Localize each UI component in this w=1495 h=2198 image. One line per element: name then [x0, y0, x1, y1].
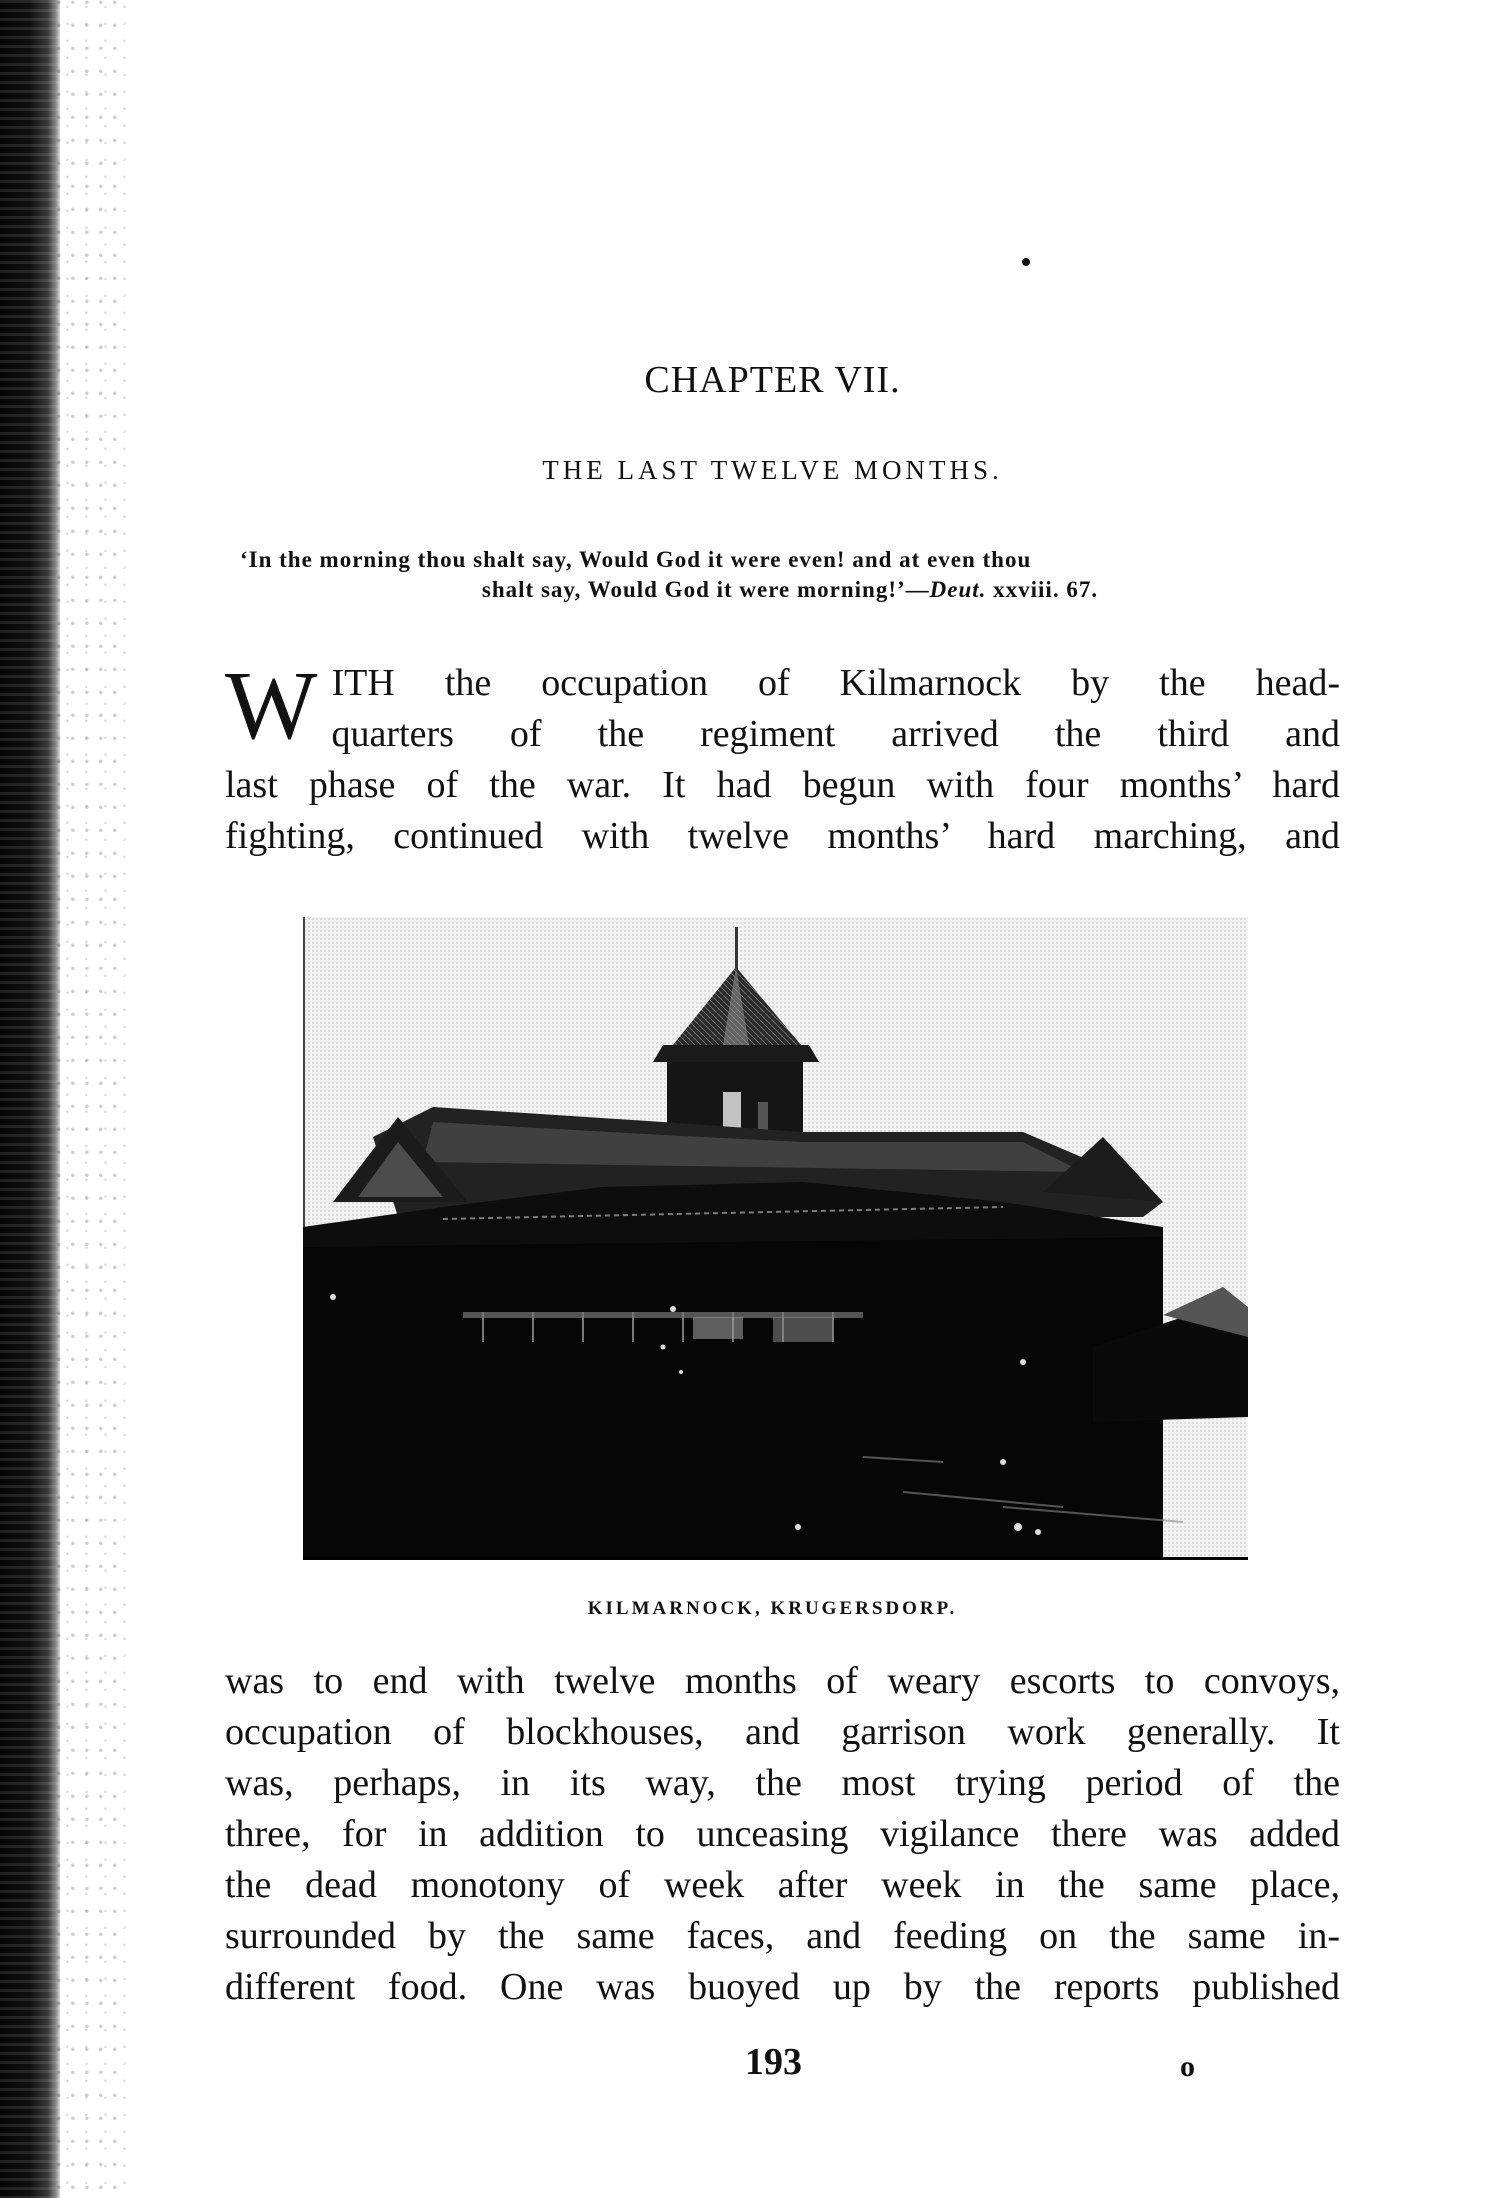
paragraph-2-line: three, for in addition to unceasing vigilance there was added: [225, 1813, 1340, 1855]
paragraph-1: [225, 652, 1340, 862]
paragraph-2-line: surrounded by the same faces, and feeding on the same in-: [225, 1915, 1340, 1957]
epigraph-text: shalt say, Would God it were morning!’—: [481, 577, 930, 602]
paragraph-2-line: different food. One was buoyed up by the reports published: [225, 1966, 1340, 2008]
paragraph-2-line: was to end with twelve months of weary escorts to convoys,: [225, 1660, 1340, 1702]
paragraph-1-line: fighting, continued with twelve months’ hard marching, and: [225, 815, 1340, 857]
paragraph-1-line: ITH the occupation of Kilmarnock by the head-: [331, 662, 1340, 704]
chapter-heading: CHAPTER VII.: [644, 359, 901, 401]
chapter-title: THE LAST TWELVE MONTHS.: [542, 455, 1003, 485]
paragraph-1-line: last phase of the war. It had begun with four months’ hard: [225, 764, 1340, 806]
epigraph-source: Deut.: [929, 577, 987, 602]
epigraph-line-1: ‘In the morning thou shalt say, Would God it were even! and at even thou: [240, 547, 1032, 572]
drop-cap: W: [225, 652, 318, 760]
figure-caption: KILMARNOCK, KRUGERSDORP.: [587, 1598, 958, 1619]
page-number: 193: [745, 2041, 802, 2083]
signature-mark: o: [1180, 2050, 1195, 2083]
paragraph-2-line: occupation of blockhouses, and garrison work generally. It: [225, 1711, 1340, 1753]
scan-gutter-speckle: [56, 0, 126, 2198]
epigraph-reference: xxviii. 67.: [986, 577, 1099, 602]
epigraph: [240, 545, 1340, 605]
kilmarnock-photograph: [303, 917, 1248, 1560]
scan-dot-mark: [1022, 258, 1030, 266]
paragraph-2-line: the dead monotony of week after week in the same place,: [225, 1864, 1340, 1906]
epigraph-line-2: [240, 575, 1340, 605]
paragraph-1-line: quarters of the regiment arrived the third and: [331, 713, 1340, 755]
paragraph-2-line: was, perhaps, in its way, the most trying period of the: [225, 1762, 1340, 1804]
paragraph-2: [225, 1656, 1340, 2013]
scan-gutter-shadow: [0, 0, 60, 2198]
